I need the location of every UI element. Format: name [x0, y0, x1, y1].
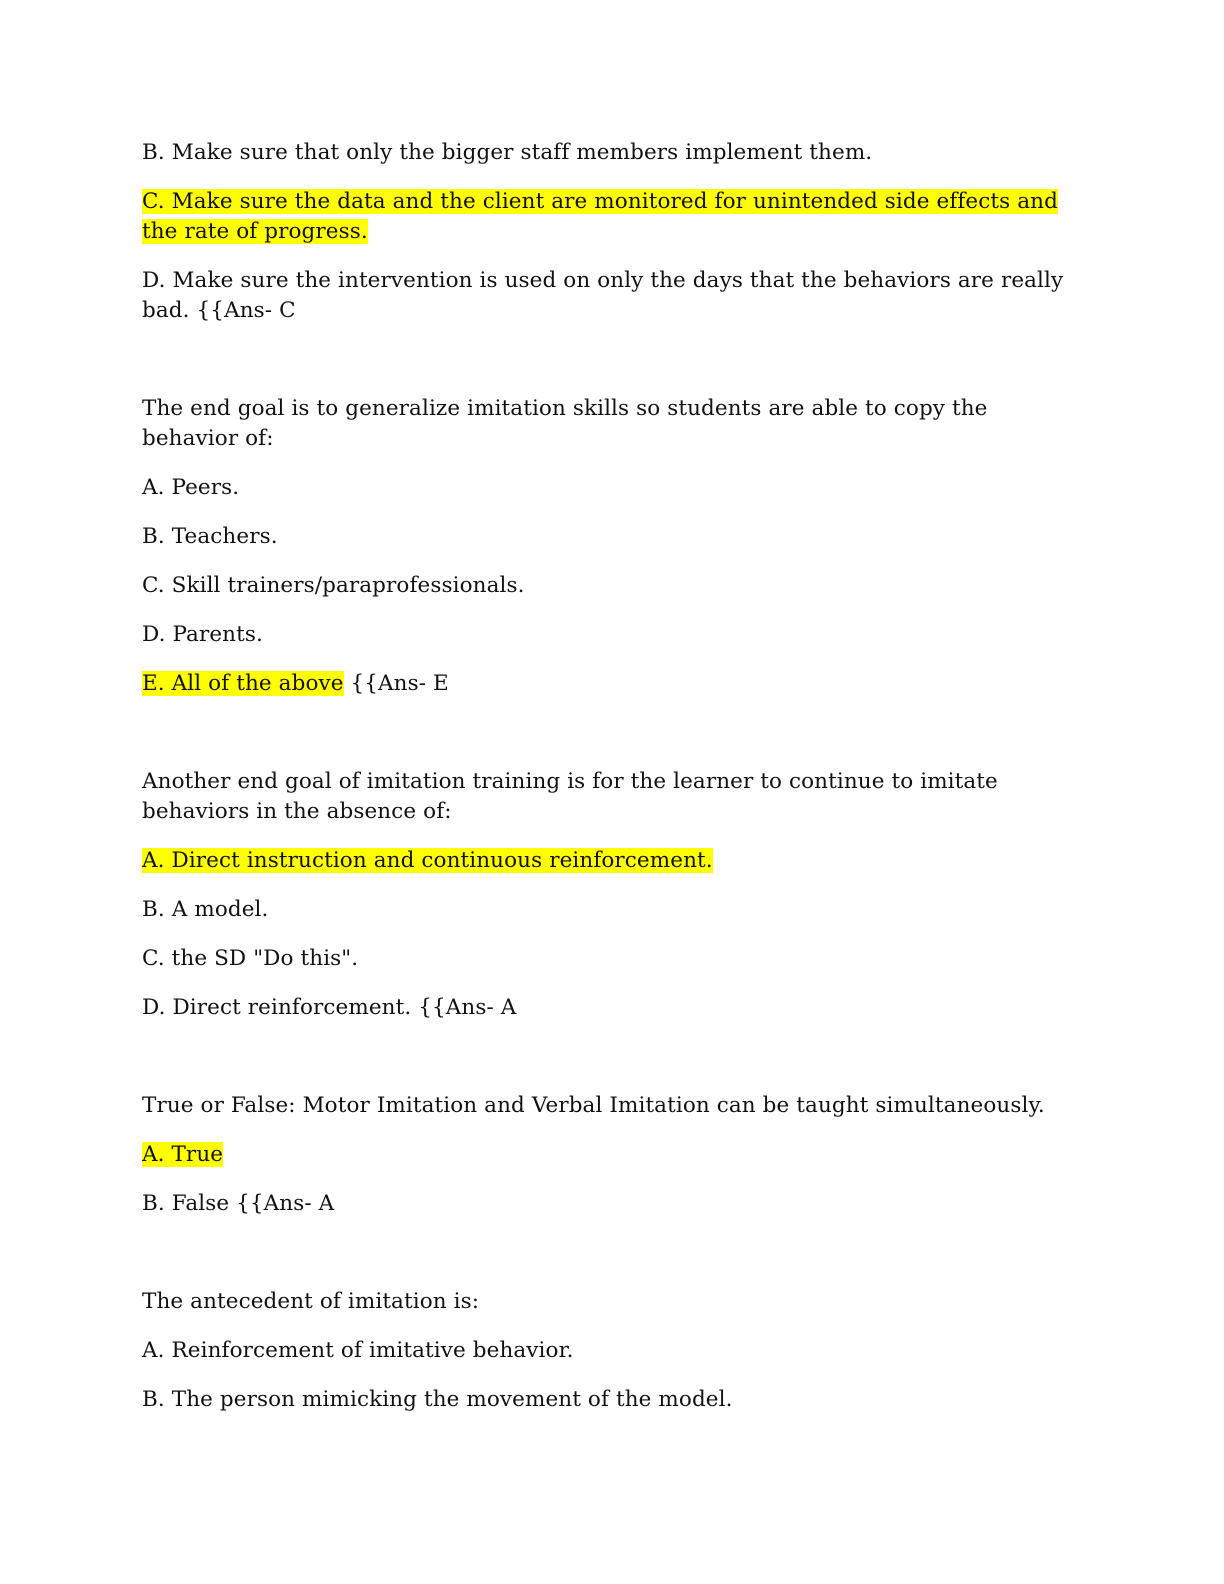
question-block [142, 394, 1082, 699]
answer-option-correct [142, 669, 1082, 699]
answer-option: D. Direct reinforcement. {{Ans- A [142, 995, 517, 1020]
highlight: A. True [142, 1142, 224, 1167]
answer-option: C. Skill trainers/paraprofessionals. [142, 573, 525, 598]
answer-key: {{Ans- A [411, 995, 517, 1020]
answer-option: B. False {{Ans- A [142, 1191, 335, 1216]
question-block [142, 1287, 1082, 1415]
answer-key: {{Ans- E [343, 671, 449, 696]
spacer [142, 1238, 1082, 1287]
spacer [142, 345, 1082, 394]
spacer [142, 1042, 1082, 1091]
answer-option: D. Make sure the intervention is used on only the days that the behaviors are really bad. {{Ans- C [142, 268, 1064, 323]
highlight: A. Direct instruction and continuous reinforcement. [142, 848, 713, 873]
answer-option-correct [142, 187, 1082, 247]
question-text: The antecedent of imitation is: [142, 1289, 480, 1314]
answer-option: B. A model. [142, 897, 269, 922]
answer-key: {{Ans- A [229, 1191, 335, 1216]
question-text: Another end goal of imitation training is for the learner to continue to imitate behaviors in the absence of: [142, 769, 998, 824]
answer-option: D. Parents. [142, 622, 263, 647]
highlight: E. All of the above [142, 671, 344, 696]
answer-option: A. Reinforcement of imitative behavior. [142, 1338, 574, 1363]
question-block [142, 767, 1082, 1023]
answer-key: {{Ans- C [189, 298, 296, 323]
answer-option: B. Teachers. [142, 524, 278, 549]
question-block [142, 1091, 1082, 1219]
answer-option-correct [142, 846, 1082, 876]
answer-option: B. Make sure that only the bigger staff members implement them. [142, 140, 873, 165]
question-text: The end goal is to generalize imitation skills so students are able to copy the behavior of: [142, 396, 988, 451]
document-content [142, 138, 1082, 1434]
answer-option: C. the SD "Do this". [142, 946, 359, 971]
question-text: True or False: Motor Imitation and Verbal Imitation can be taught simultaneously. [142, 1093, 1045, 1118]
answer-option: A. Peers. [142, 475, 240, 500]
question-block [142, 138, 1082, 326]
answer-option-correct [142, 1140, 1082, 1170]
answer-option: B. The person mimicking the movement of the model. [142, 1387, 733, 1412]
spacer [142, 718, 1082, 767]
highlight: C. Make sure the data and the client are monitored for unintended side effects and the rate of progress. [142, 189, 1058, 244]
